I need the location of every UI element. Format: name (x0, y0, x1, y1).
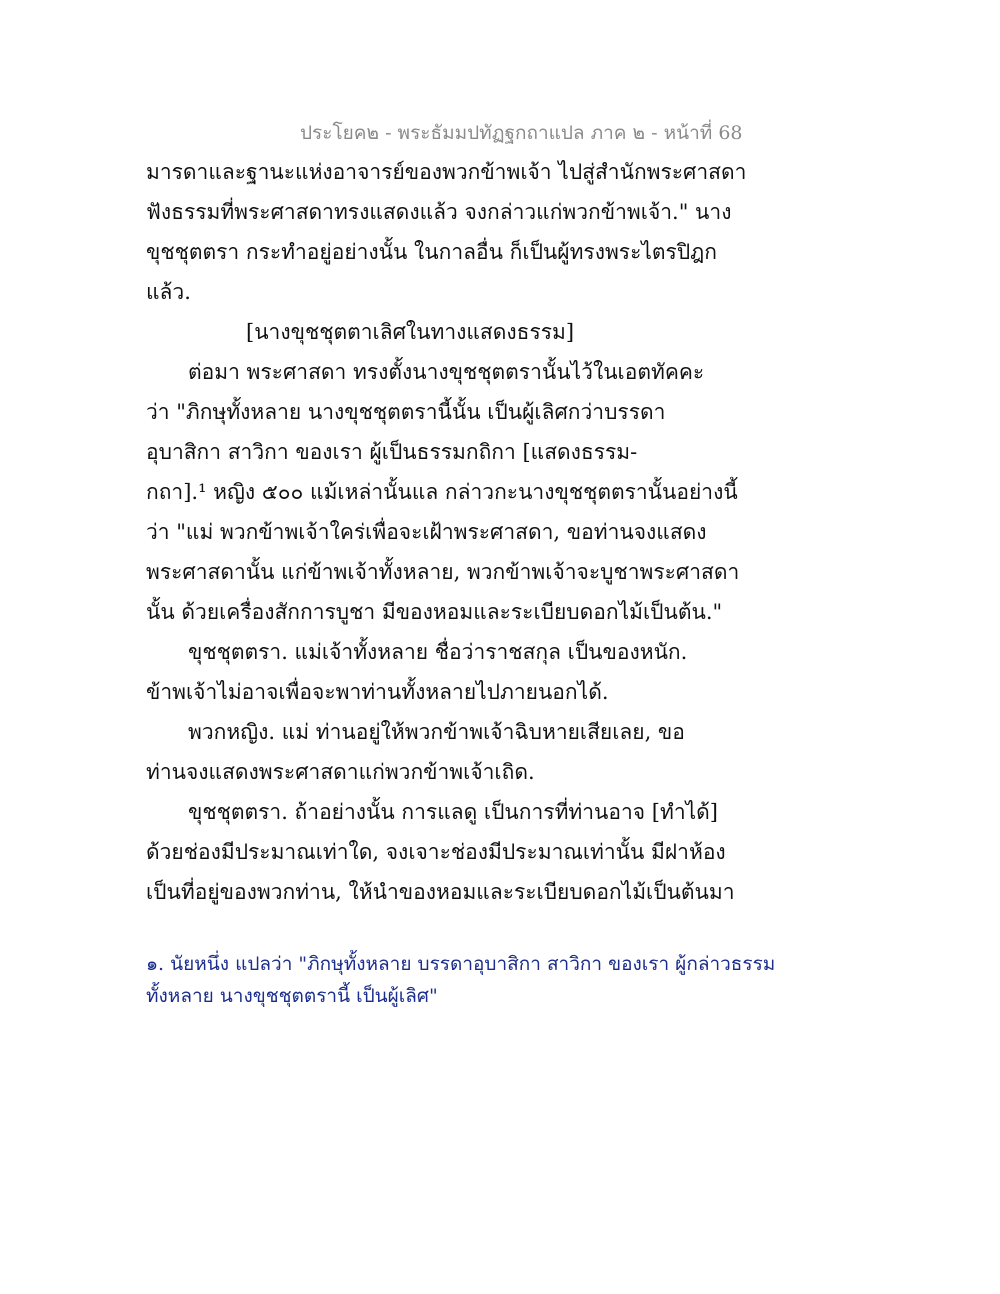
footnote-line: ทั้งหลาย นางขุชชุตตรานี้ เป็นผู้เลิศ" (146, 985, 438, 1007)
body-line: ท่านจงแสดงพระศาสดาแก่พวกข้าพเจ้าเถิด. (146, 760, 535, 784)
page-header: ประโยค๒ - พระธัมมปทัฏฐกถาแปล ภาค ๒ - หน้าที่ 68 (300, 122, 743, 144)
body-line: ว่า "แม่ พวกข้าพเจ้าใคร่เพื่อจะเฝ้าพระศาสดา, ขอท่านจงแสดง (146, 520, 707, 544)
body-line: มารดาและฐานะแห่งอาจารย์ของพวกข้าพเจ้า ไปสู่สำนักพระศาสดา (146, 160, 747, 184)
body-text (146, 152, 747, 912)
body-line-with-footnote-ref: กถา].¹ หญิง ๕๐๐ แม้เหล่านั้นแล กล่าวกะนางขุชชุตตรานั้นอย่างนี้ (146, 480, 738, 504)
footnote (146, 948, 776, 1012)
paragraph-start-line: ขุชชุตตรา. ถ้าอย่างนั้น การแลดู เป็นการที่ท่านอาจ [ทำได้] (188, 800, 719, 824)
body-line: ข้าพเจ้าไม่อาจเพื่อจะพาท่านทั้งหลายไปภายนอกได้. (146, 680, 609, 704)
paragraph-start-line: พวกหญิง. แม่ ท่านอยู่ให้พวกข้าพเจ้าฉิบหายเสียเลย, ขอ (188, 720, 685, 744)
body-line: อุบาสิกา สาวิกา ของเรา ผู้เป็นธรรมกถิกา [แสดงธรรม- (146, 440, 638, 464)
body-line: เป็นที่อยู่ของพวกท่าน, ให้นำของหอมและระเบียบดอกไม้เป็นต้นมา (146, 880, 735, 904)
body-line: ฟังธรรมที่พระศาสดาทรงแสดงแล้ว จงกล่าวแก่พวกข้าพเจ้า." นาง (146, 200, 732, 224)
body-line: นั้น ด้วยเครื่องสักการบูชา มีของหอมและระเบียบดอกไม้เป็นต้น." (146, 600, 723, 624)
footnote-line: ๑. นัยหนึ่ง แปลว่า "ภิกษุทั้งหลาย บรรดาอุบาสิกา สาวิกา ของเรา ผู้กล่าวธรรม (146, 953, 776, 975)
body-line: พระศาสดานั้น แก่ข้าพเจ้าทั้งหลาย, พวกข้าพเจ้าจะบูชาพระศาสดา (146, 560, 740, 584)
body-line: ว่า "ภิกษุทั้งหลาย นางขุชชุตตรานี้นั้น เป็นผู้เลิศกว่าบรรดา (146, 400, 666, 424)
body-line: ขุชชุตตรา กระทำอยู่อย่างนั้น ในกาลอื่น ก็เป็นผู้ทรงพระไตรปิฎก (146, 240, 717, 264)
section-heading: [นางขุชชุตตาเลิศในทางแสดงธรรม] (246, 320, 575, 344)
paragraph-start-line: ต่อมา พระศาสดา ทรงตั้งนางขุชชุตตรานั้นไว้ในเอตทัคคะ (188, 360, 705, 384)
body-line: ด้วยช่องมีประมาณเท่าใด, จงเจาะช่องมีประมาณเท่านั้น มีฝาห้อง (146, 840, 726, 864)
body-line: แล้ว. (146, 280, 191, 304)
paragraph-start-line: ขุชชุตตรา. แม่เจ้าทั้งหลาย ชื่อว่าราชสกุล เป็นของหนัก. (188, 640, 688, 664)
